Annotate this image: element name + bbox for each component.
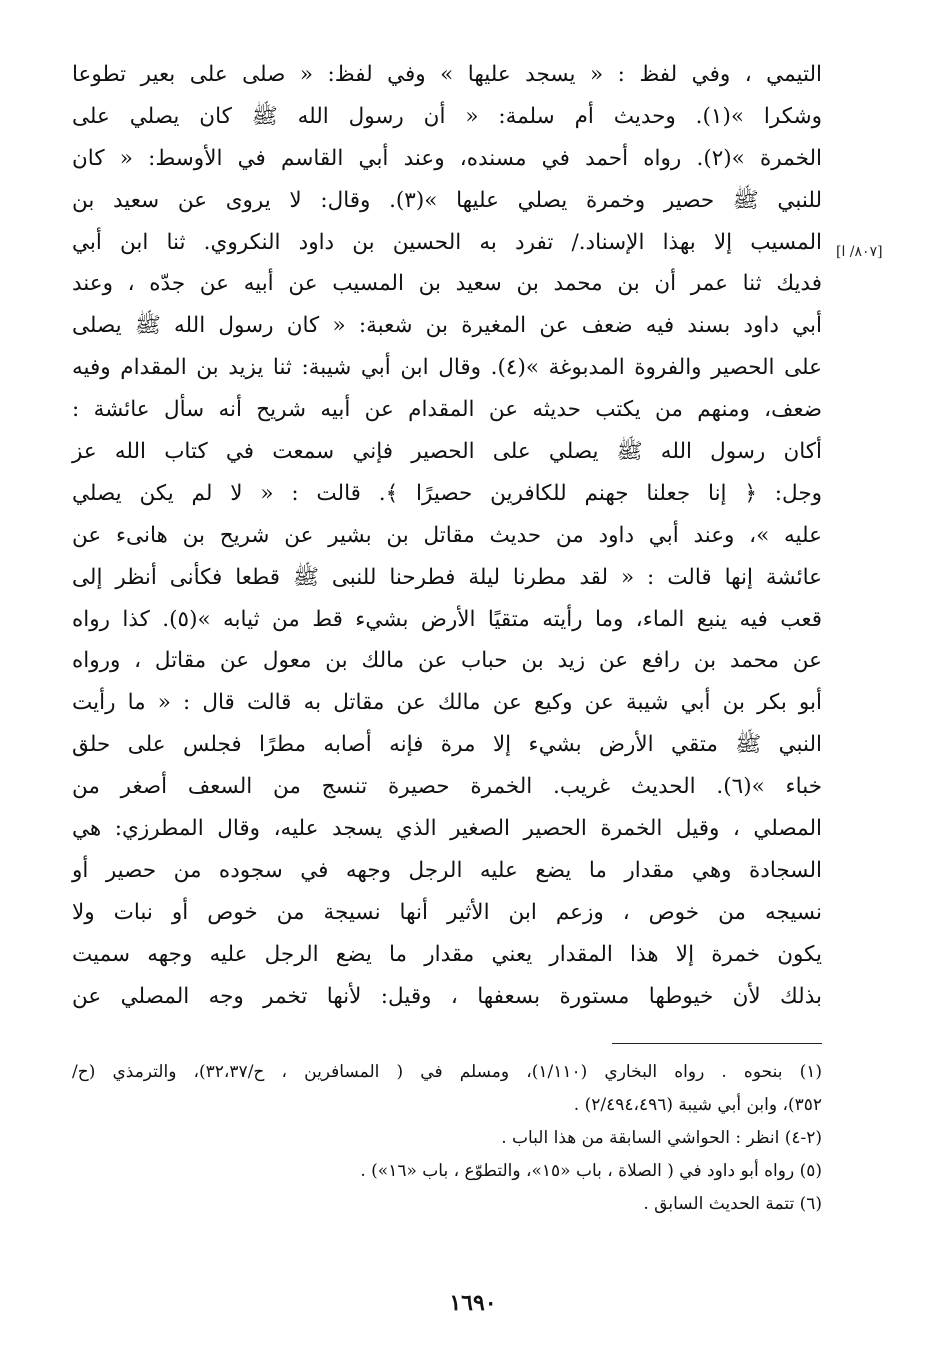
text-line: بذلك لأن خيوطها مستورة بسعفها ، وقيل: لأنها تخمر وجه المصلي عن bbox=[72, 983, 822, 1009]
footnote-line: (٦) تتمة الحديث السابق . bbox=[643, 1194, 822, 1214]
main-text-block bbox=[72, 54, 822, 1017]
text-line: ضعف، ومنهم من يكتب حديثه عن المقدام عن أبيه شريح أنه سأل عائشة : bbox=[72, 397, 822, 423]
footnote-line: ٣٥٢)، وابن أبي شيبة (٢/٤٩٤،٤٩٦) . bbox=[573, 1095, 822, 1115]
text-line: عائشة إنها قالت : « لقد مطرنا ليلة فطرحنا للنبى ﷺ قطعا فكأنى أنظر إلى bbox=[72, 564, 822, 590]
text-line: فديك ثنا عمر أن بن محمد بن سعيد بن المسيب عن أبيه عن جدّه ، وعند bbox=[72, 271, 822, 297]
text-line: خباء »(٦). الحديث غريب. الخمرة حصيرة تنسج من السعف أصغر من bbox=[72, 774, 822, 800]
text-line: أبي داود بسند فيه ضعف عن المغيرة بن شعبة: « كان رسول الله ﷺ يصلى bbox=[72, 313, 822, 339]
text-line: أكان رسول الله ﷺ يصلي على الحصير فإني سمعت في كتاب الله عز bbox=[72, 439, 822, 465]
text-line: المصلي ، وقيل الخمرة الحصير الصغير الذي يسجد عليه، وقال المطرزي: هي bbox=[72, 816, 822, 842]
text-line: يكون خمرة إلا هذا المقدار يعني مقدار ما يضع الرجل عليه وجهه سميت bbox=[72, 941, 822, 967]
footnote-line: (٥) رواه أبو داود في ( الصلاة ، باب «١٥»، والتطوّع ، باب «١٦») . bbox=[360, 1161, 822, 1181]
footnotes-block bbox=[72, 1056, 822, 1221]
text-line: النبي ﷺ متقي الأرض بشيء إلا مرة فإنه أصابه مطرًا فجلس على حلق bbox=[72, 732, 822, 758]
footnote-line: (٢-٤) انظر : الحواشي السابقة من هذا الباب . bbox=[501, 1128, 822, 1148]
text-line: وجل: ﴿ إنا جعلنا جهنم للكافرين حصيرًا ﴾. قالت : « لا لم يكن يصلي bbox=[72, 480, 822, 506]
margin-reference-note: [٨٠٧/ ا] bbox=[836, 244, 883, 260]
page-number: ١٦٩٠ bbox=[449, 1290, 497, 1316]
text-line: عليه »، وعند أبي داود من حديث مقاتل بن بشير عن شريح بن هانىء عن bbox=[72, 522, 822, 548]
text-line: على الحصير والفروة المدبوغة »(٤). وقال ابن أبي شيبة: ثنا يزيد بن المقدام وفيه bbox=[72, 355, 822, 381]
footnote-divider bbox=[612, 1043, 822, 1044]
text-line: المسيب إلا بهذا الإسناد./ تفرد به الحسين بن داود النكروي. ثنا ابن أبي bbox=[72, 229, 822, 255]
text-line: للنبي ﷺ حصير وخمرة يصلي عليها »(٣). وقال: لا يروى عن سعيد بن bbox=[72, 187, 822, 213]
text-line: أبو بكر بن أبي شيبة عن وكيع عن مالك عن مقاتل به قالت قال : « ما رأيت bbox=[72, 690, 822, 716]
text-line: عن محمد بن رافع عن زيد بن حباب عن مالك بن معول عن مقاتل ، ورواه bbox=[72, 648, 822, 674]
footnote-line: (١) بنحوه . رواه البخاري (١/١١٠)، ومسلم في ( المسافرين ، ح/٣٢،٣٧)، والترمذي (ح/ bbox=[72, 1062, 823, 1082]
text-line: نسيجه من خوص ، وزعم ابن الأثير أنها نسيجة من خوص أو نبات ولا bbox=[72, 899, 822, 925]
text-line: التيمي ، وفي لفظ : « يسجد عليها » وفي لفظ: « صلى على بعير تطوعا bbox=[72, 62, 822, 87]
text-line: قعب فيه ينبع الماء، وما رأيته متقيًا الأرض بشيء قط من ثيابه »(٥). كذا رواه bbox=[72, 606, 822, 632]
text-line: السجادة وهي مقدار ما يضع عليه الرجل وجهه في سجوده من حصير أو bbox=[72, 857, 822, 883]
text-line: الخمرة »(٢). رواه أحمد في مسنده، وعند أبي القاسم في الأوسط: « كان bbox=[72, 145, 822, 171]
text-line: وشكرا »(١). وحديث أم سلمة: « أن رسول الله ﷺ كان يصلي على bbox=[72, 103, 822, 129]
